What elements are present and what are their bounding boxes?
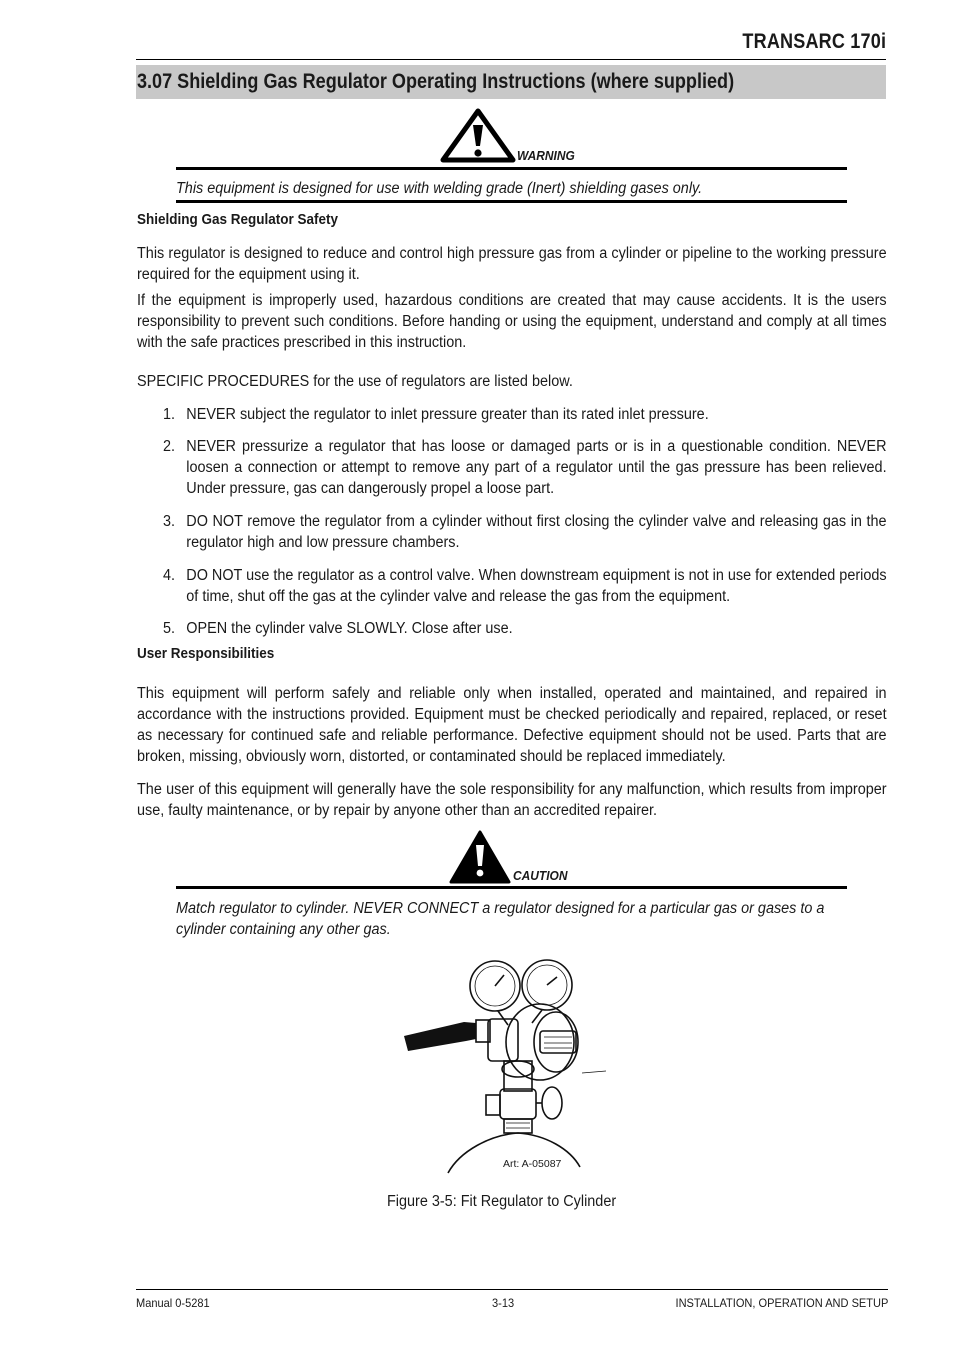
warning-bottom-rule xyxy=(176,200,847,203)
caution-label: CAUTION xyxy=(513,868,568,883)
warning-top-rule xyxy=(176,167,847,170)
footer-page-number: 3-13 xyxy=(492,1296,515,1310)
caution-text: Match regulator to cylinder. NEVER CONNECT a regulator designed for a particular gas or gases to a cylinder containing any other gas. xyxy=(176,900,825,938)
product-title: TRANSARC 170i xyxy=(742,30,886,53)
procedure-number: 2. xyxy=(163,438,176,455)
caution-exclamation-icon xyxy=(449,830,511,884)
safety-paragraph-2: If the equipment is improperly used, hazardous conditions are created that may cause accidents. It is the users responsibility to prevent such conditions. Before handing or using the equipment, understand and comply at all times with the safe practices prescribed in this instruction. xyxy=(137,292,887,351)
safety-heading: Shielding Gas Regulator Safety xyxy=(137,211,339,228)
procedure-text: NEVER pressurize a regulator that has loose or damaged parts or is in a questionable condition. NEVER loosen a connection or attempt to remove any part of a regulator until the gas pressure has been relieved. Under pressure, gas can dangerously propel a loose part. xyxy=(186,438,887,497)
regulator-figure xyxy=(400,953,612,1175)
responsibilities-paragraph-2: The user of this equipment will generally have the sole responsibility for any malfunction, which results from improper use, faulty maintenance, or by repair by anyone other than an accredited repairer. xyxy=(137,781,887,819)
warning-text: This equipment is designed for use with welding grade (Inert) shielding gases only. xyxy=(176,180,703,197)
procedure-number: 3. xyxy=(163,513,176,530)
warning-label: WARNING xyxy=(517,148,575,163)
section-title: 3.07 Shielding Gas Regulator Operating Instructions (where supplied) xyxy=(137,70,735,93)
figure-caption: Figure 3-5: Fit Regulator to Cylinder xyxy=(387,1193,617,1210)
footer-section-name: INSTALLATION, OPERATION AND SETUP xyxy=(675,1296,888,1310)
responsibilities-paragraph-1: This equipment will perform safely and reliable only when installed, operated and maintained, and repaired in accordance with the instructions provided. Equipment must be checked periodically and repaired, replaced, or reset as necessary for continued safe and reliable performance. Defective equipment should not be used. Parts that are broken, missing, obviously worn, distorted, or contaminated should be replaced immediately. xyxy=(137,685,887,765)
art-label: Art: A-05087 xyxy=(503,1158,562,1170)
responsibilities-heading: User Responsibilities xyxy=(137,645,275,662)
procedure-number: 5. xyxy=(163,620,176,637)
warning-triangle-icon xyxy=(440,108,516,163)
safety-paragraph-3: SPECIFIC PROCEDURES for the use of regulators are listed below. xyxy=(137,373,573,390)
procedure-text: DO NOT use the regulator as a control valve. When downstream equipment is not in use for extended periods of time, shut off the gas at the cylinder valve and release the gas from the equipment. xyxy=(186,567,887,605)
procedure-text: DO NOT remove the regulator from a cylinder without first closing the cylinder valve and releasing gas in the regulator high and low pressure chambers. xyxy=(186,513,887,551)
procedure-text: NEVER subject the regulator to inlet pressure greater than its rated inlet pressure. xyxy=(186,406,709,423)
safety-paragraph-1: This regulator is designed to reduce and control high pressure gas from a cylinder or pipeline to the working pressure required for the equipment using it. xyxy=(137,245,887,283)
caution-rule xyxy=(176,886,847,889)
footer-manual-number: Manual 0-5281 xyxy=(136,1296,210,1310)
procedure-text: OPEN the cylinder valve SLOWLY. Close after use. xyxy=(186,620,513,637)
procedure-number: 1. xyxy=(163,406,176,423)
procedure-number: 4. xyxy=(163,567,176,584)
footer-rule xyxy=(136,1289,888,1290)
header-rule xyxy=(136,59,886,60)
